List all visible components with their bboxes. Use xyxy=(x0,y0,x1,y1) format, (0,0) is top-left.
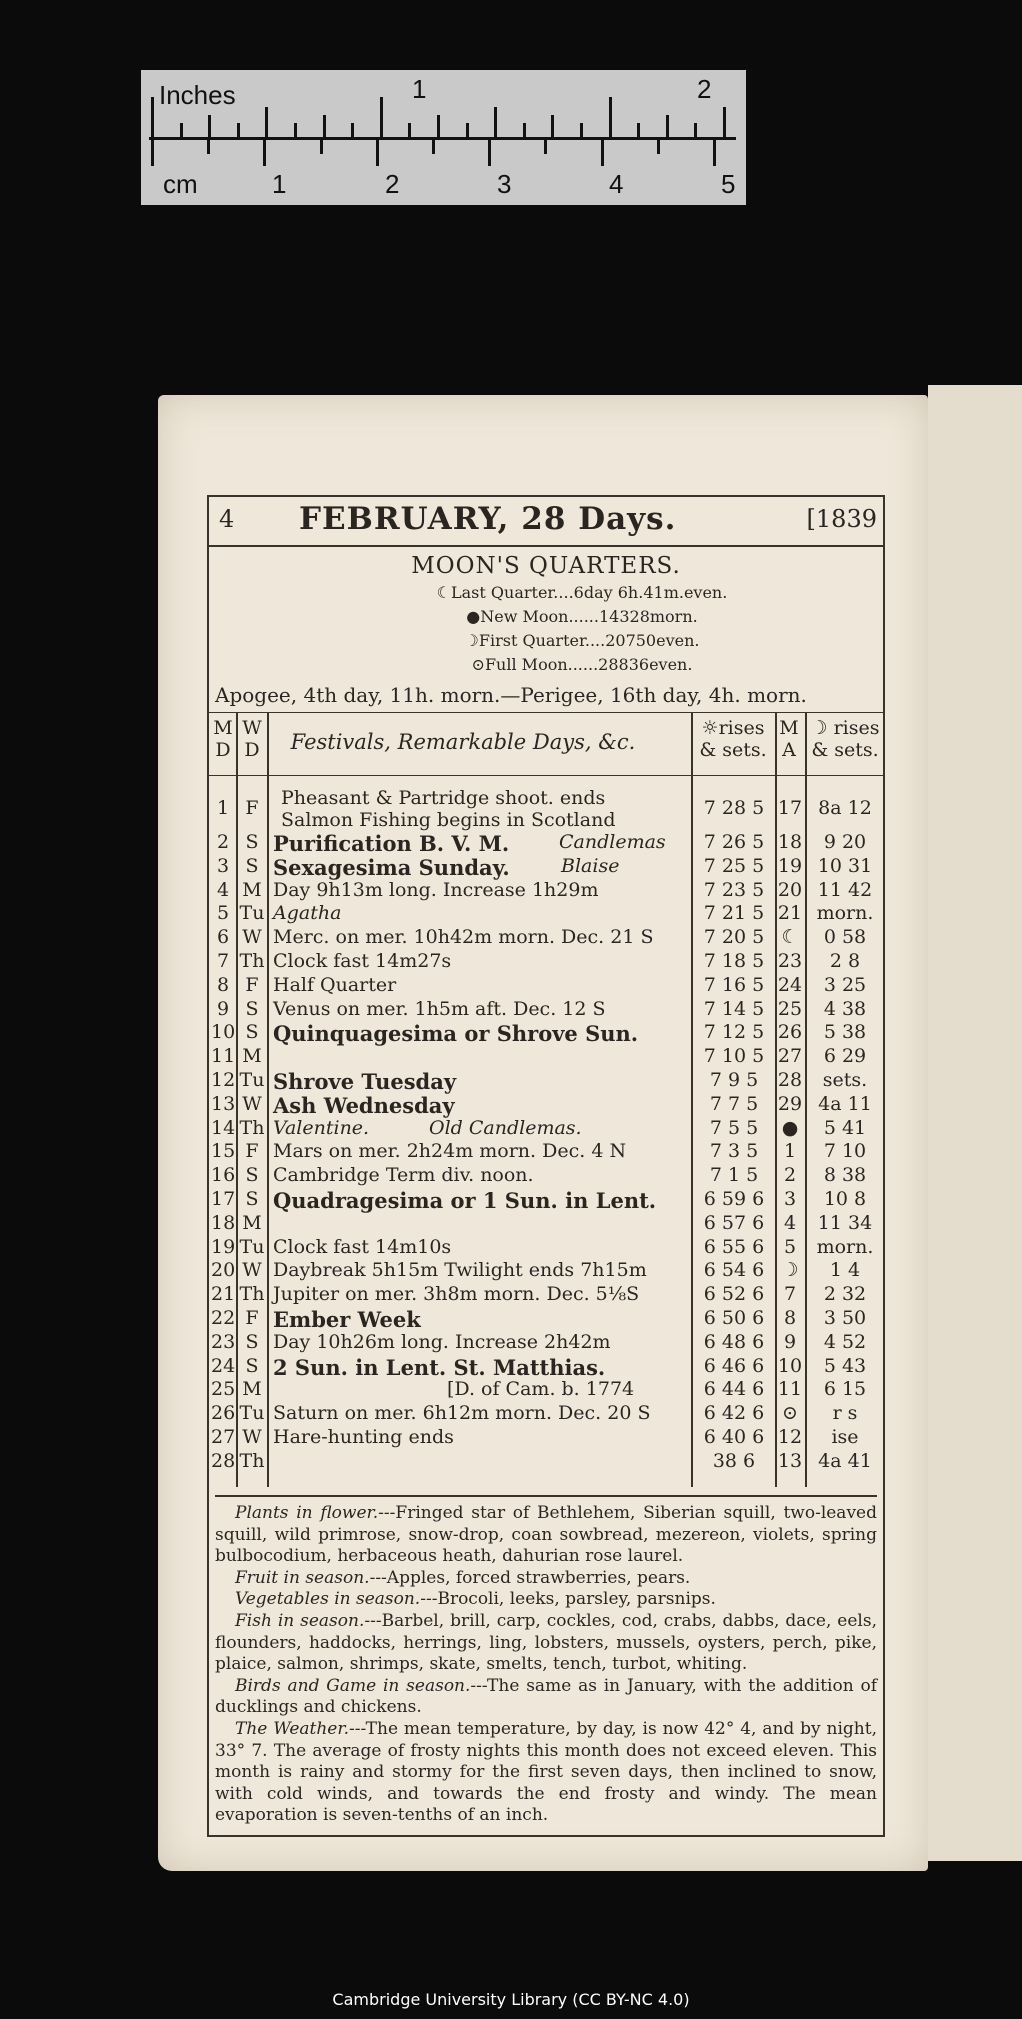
ruler-tick xyxy=(694,123,697,137)
festival-text: Pheasant & Partridge shoot. ends xyxy=(281,787,606,809)
day-number: 16 xyxy=(211,1164,236,1187)
festival-text: Purification B. V. M. xyxy=(273,831,510,856)
sun-rise-set: 7 12 5 xyxy=(703,1021,765,1044)
sun-rise-set: 7 3 5 xyxy=(709,1140,759,1163)
note-text: ---Brocoli, leeks, parsley, parsnips. xyxy=(420,1589,716,1610)
moon-rise-set: 5 41 xyxy=(823,1116,867,1139)
weekday: F xyxy=(245,797,259,819)
note-text: ---Fringed star of Bethlehem, Siberian squill, two-leaved squill, wild primrose, snow-drop, coan sowbread, mezereon, violets, spring bulbocodium, herbaceous heath, dahurian rose laurel. xyxy=(215,1503,877,1567)
sun-header: ☼rises & sets. xyxy=(699,717,767,761)
weekday: S xyxy=(245,1354,259,1377)
festival-text: Cambridge Term div. noon. xyxy=(273,1164,534,1187)
day-number: 11 xyxy=(211,1045,236,1068)
page-header xyxy=(209,497,883,547)
table-header xyxy=(209,712,883,776)
day-number: 24 xyxy=(211,1354,236,1377)
ruler-tick xyxy=(523,123,526,137)
moon-age: 13 xyxy=(777,1449,803,1472)
moon-quarter-name: Last Quarter.... xyxy=(451,583,574,602)
weekday: S xyxy=(245,1021,259,1044)
festival-extra: Old Candlemas. xyxy=(429,1116,582,1139)
moon-quarter-row xyxy=(281,583,883,602)
ruler-tick xyxy=(208,115,211,137)
moon-quarter-row xyxy=(281,655,883,674)
moon-quarter-min: 36 xyxy=(628,655,650,674)
moon-rise-set: sets. xyxy=(822,1069,868,1091)
weekday: S xyxy=(245,997,259,1020)
moon-rise-set: 3 25 xyxy=(823,973,867,996)
day-number: 22 xyxy=(211,1307,236,1329)
sun-rise-set: 6 42 6 xyxy=(703,1402,765,1425)
weekday: M xyxy=(242,1378,262,1401)
moon-age: 1 xyxy=(783,1140,797,1163)
moon-rise-set: 10 31 xyxy=(817,854,873,877)
facing-page-edge xyxy=(928,385,1022,1861)
moon-age: 26 xyxy=(777,1021,803,1044)
sun-rise-set: 7 14 5 xyxy=(703,997,765,1020)
day-number: 26 xyxy=(211,1402,236,1425)
moon-age: 9 xyxy=(783,1330,797,1353)
moon-age: 25 xyxy=(777,997,803,1020)
ruler-tick xyxy=(207,138,210,154)
note-paragraph xyxy=(215,1503,877,1568)
moon-age: ☽ xyxy=(781,1259,799,1282)
ruler-line xyxy=(149,137,736,140)
moon-rise-set: 2 32 xyxy=(823,1283,867,1306)
ruler-tick xyxy=(637,123,640,137)
ruler-inches-label: Inches xyxy=(159,80,236,110)
moon-age: 4 xyxy=(783,1211,797,1234)
ruler-tick xyxy=(551,115,554,137)
moon-age: ● xyxy=(781,1116,799,1139)
ruler-tick xyxy=(180,123,183,137)
day-number: 20 xyxy=(211,1259,236,1282)
ruler-tick xyxy=(294,123,297,137)
moon-quarter-period: even. xyxy=(649,655,693,674)
festival-text: Clock fast 14m10s xyxy=(273,1235,452,1258)
sun-rise-set: 6 59 6 xyxy=(703,1188,765,1210)
moon-age: 3 xyxy=(783,1188,797,1210)
ruler-tick xyxy=(666,115,669,137)
festival-text: [D. of Cam. b. 1774 xyxy=(447,1378,635,1401)
moon-age: 8 xyxy=(783,1307,797,1329)
month-title: FEBRUARY, 28 Days. xyxy=(299,501,677,537)
md-header: M D xyxy=(213,717,233,761)
apogee-perigee: Apogee, 4th day, 11h. morn.—Perigee, 16th day, 4h. morn. xyxy=(215,683,807,707)
moon-age: 28 xyxy=(777,1069,803,1091)
day-number: 5 xyxy=(216,902,230,925)
moon-quarter-min: 50 xyxy=(635,631,657,650)
ruler-tick xyxy=(713,138,716,166)
moon-quarter-symbol: ● xyxy=(466,607,481,626)
moon-quarter-symbol: ☾ xyxy=(436,583,452,602)
weekday: S xyxy=(245,831,259,853)
ruler-tick xyxy=(265,107,268,137)
moon-rise-set: 4a 11 xyxy=(818,1092,872,1115)
moon-age: 12 xyxy=(777,1426,803,1448)
day-number: 12 xyxy=(211,1069,236,1091)
moon-rise-set: 2 8 xyxy=(829,950,861,972)
day-number: 3 xyxy=(216,854,230,877)
moon-rise-set: 4 38 xyxy=(823,997,867,1020)
weekday: W xyxy=(242,1426,262,1448)
moon-age: 29 xyxy=(777,1092,803,1115)
festival-text: Venus on mer. 1h5m aft. Dec. 12 S xyxy=(273,997,606,1020)
note-text: ---The same as in January, with the addition of ducklings and chickens. xyxy=(215,1675,877,1718)
festival-extra: Candlemas xyxy=(559,831,666,853)
almanac-page xyxy=(158,395,928,1871)
ruler-cm-mark: 3 xyxy=(497,169,512,199)
sun-rise-set: 7 1 5 xyxy=(709,1164,759,1187)
ruler-cm-label: cm xyxy=(163,169,198,199)
weekday: M xyxy=(242,1045,262,1068)
ruler-cm-mark: 1 xyxy=(272,169,287,199)
ruler-cm-mark: 2 xyxy=(385,169,400,199)
day-number: 2 xyxy=(216,831,230,853)
note-label: Plants in flower. xyxy=(235,1503,379,1523)
sun-rise-set: 7 18 5 xyxy=(703,950,765,972)
moon-rise-header: ☽ rises & sets. xyxy=(810,717,880,761)
festival-extra: Blaise xyxy=(561,854,620,877)
sun-rise-set: 7 10 5 xyxy=(703,1045,765,1068)
sun-rise-set: 6 55 6 xyxy=(703,1235,765,1258)
day-number: 23 xyxy=(211,1330,236,1353)
weekday: F xyxy=(245,1140,259,1163)
festival-text: Quadragesima or 1 Sun. in Lent. xyxy=(273,1188,657,1213)
day-number: 27 xyxy=(211,1426,236,1448)
moon-quarter-symbol: ☽ xyxy=(464,631,479,650)
moon-quarter-name: First Quarter.... xyxy=(478,631,606,650)
moon-rise-set: 0 58 xyxy=(823,926,867,949)
festival-text: Valentine. xyxy=(273,1116,370,1139)
day-number: 7 xyxy=(216,950,230,972)
ruler-tick xyxy=(544,138,547,154)
weekday: W xyxy=(242,926,262,949)
column-divider xyxy=(267,712,269,1487)
festival-text: Half Quarter xyxy=(273,973,397,996)
sun-rise-set: 7 5 5 xyxy=(709,1116,759,1139)
ruler-tick xyxy=(237,123,240,137)
moon-rise-set: 5 43 xyxy=(823,1354,867,1377)
ruler-inch-mark: 1 xyxy=(412,74,427,104)
moon-rise-set: 4 52 xyxy=(823,1330,867,1353)
moon-age: 27 xyxy=(777,1045,803,1068)
note-text: ---Apples, forced strawberries, pears. xyxy=(369,1567,691,1588)
note-label: Fish in season. xyxy=(235,1610,365,1631)
moon-age: 19 xyxy=(777,854,803,877)
day-number: 25 xyxy=(211,1378,236,1401)
moon-quarter-day: 14 xyxy=(598,607,620,626)
moon-age: 18 xyxy=(777,831,803,853)
day-number: 13 xyxy=(211,1092,236,1115)
moon-age: ☾ xyxy=(781,926,799,949)
festival-text: Merc. on mer. 10h42m morn. Dec. 21 S xyxy=(273,926,654,949)
column-divider xyxy=(236,712,238,1487)
festival-text: Hare-hunting ends xyxy=(273,1426,454,1448)
day-number: 10 xyxy=(211,1021,236,1044)
weekday: W xyxy=(242,1092,262,1115)
ruler-tick xyxy=(263,138,266,166)
moon-age: 21 xyxy=(777,902,803,925)
ruler-tick xyxy=(437,115,440,137)
ruler-tick xyxy=(376,138,379,166)
moon-quarter-hour: 8 xyxy=(618,655,629,674)
weekday: Th xyxy=(239,950,265,972)
weekday: F xyxy=(245,973,259,996)
note-paragraph xyxy=(215,1676,877,1719)
moon-age: 17 xyxy=(777,797,803,819)
note-paragraph xyxy=(215,1589,877,1611)
moon-age: 2 xyxy=(783,1164,797,1187)
moon-rise-set: 10 8 xyxy=(823,1188,867,1210)
festival-text: Day 9h13m long. Increase 1h29m xyxy=(273,878,599,901)
sun-rise-set: 7 7 5 xyxy=(709,1092,759,1115)
day-number: 19 xyxy=(211,1235,236,1258)
ruler-tick xyxy=(151,97,154,137)
festival-text: Salmon Fishing begins in Scotland xyxy=(281,809,616,831)
note-label: The Weather. xyxy=(235,1718,350,1739)
ruler-tick xyxy=(351,123,354,137)
moon-age: 24 xyxy=(777,973,803,996)
sun-rise-set: 38 6 xyxy=(712,1449,756,1472)
festivals-header: Festivals, Remarkable Days, &c. xyxy=(290,730,636,754)
sun-rise-set: 7 20 5 xyxy=(703,926,765,949)
ruler-cm-mark: 5 xyxy=(721,169,736,199)
weekday: M xyxy=(242,878,262,901)
festival-text: Shrove Tuesday xyxy=(273,1069,457,1094)
sun-rise-set: 7 23 5 xyxy=(703,878,765,901)
moon-rise-set: 6 29 xyxy=(823,1045,867,1068)
day-number: 14 xyxy=(211,1116,236,1139)
day-number: 28 xyxy=(211,1449,236,1472)
day-number: 8 xyxy=(216,973,230,996)
moon-quarter-hour: day 6h. xyxy=(583,583,644,602)
moon-age: 23 xyxy=(777,950,803,972)
moon-quarter-hour: 7 xyxy=(625,631,636,650)
moon-quarter-row xyxy=(281,607,883,626)
festival-text: Jupiter on mer. 3h8m morn. Dec. 5⅛S xyxy=(273,1283,640,1306)
ruler-tick xyxy=(580,123,583,137)
measurement-ruler xyxy=(141,70,746,205)
moon-age-header: M A xyxy=(779,717,799,761)
weekday: Th xyxy=(239,1116,265,1139)
moon-rise-set: 8 38 xyxy=(823,1164,867,1187)
note-label: Birds and Game in season. xyxy=(235,1675,471,1696)
sun-rise-set: 7 28 5 xyxy=(703,797,765,819)
moon-rise-set: 6 15 xyxy=(823,1378,867,1401)
weekday: Tu xyxy=(239,1069,265,1091)
festival-text: Day 10h26m long. Increase 2h42m xyxy=(273,1330,611,1353)
moon-rise-set: ise xyxy=(831,1426,859,1448)
weekday: Th xyxy=(239,1283,265,1306)
moon-quarter-day: 20 xyxy=(605,631,626,650)
ruler-tick xyxy=(432,138,435,154)
moon-age: 7 xyxy=(783,1283,797,1306)
note-label: Vegetables in season. xyxy=(235,1589,421,1610)
sun-rise-set: 6 46 6 xyxy=(703,1354,765,1377)
festival-text: Sexagesima Sunday. xyxy=(273,854,510,880)
day-number: 17 xyxy=(211,1188,236,1210)
festival-text: Saturn on mer. 6h12m morn. Dec. 20 S xyxy=(273,1402,651,1425)
weekday: Tu xyxy=(239,1402,265,1425)
festival-text: Clock fast 14m27s xyxy=(273,950,452,972)
day-number: 1 xyxy=(216,797,230,819)
ruler-tick xyxy=(609,97,612,137)
day-number: 21 xyxy=(211,1283,236,1306)
year-label: [1839 xyxy=(806,505,877,533)
ruler-cm-mark: 4 xyxy=(609,169,624,199)
ruler-tick xyxy=(380,97,383,137)
ruler-tick xyxy=(466,123,469,137)
moon-quarter-min: 41m. xyxy=(643,583,684,602)
moon-rise-set: morn. xyxy=(816,1235,874,1258)
moon-rise-set: morn. xyxy=(816,902,874,925)
sun-rise-set: 6 52 6 xyxy=(703,1283,765,1306)
page-frame xyxy=(207,495,885,1837)
moon-age: 20 xyxy=(777,878,803,901)
moon-quarter-name: Full Moon...... xyxy=(484,655,599,674)
note-label: Fruit in season. xyxy=(235,1567,370,1588)
weekday: F xyxy=(245,1307,259,1329)
ruler-tick xyxy=(723,107,726,137)
moon-quarter-period: even. xyxy=(683,583,728,602)
ruler-tick xyxy=(320,138,323,154)
weekday: Tu xyxy=(239,1235,265,1258)
festival-text: Ash Wednesday xyxy=(273,1092,455,1118)
moon-rise-set: 11 42 xyxy=(817,878,873,901)
sun-rise-set: 6 40 6 xyxy=(703,1426,765,1448)
sun-rise-set: 6 57 6 xyxy=(703,1211,765,1234)
moon-age: 10 xyxy=(777,1354,803,1377)
moon-quarter-period: morn. xyxy=(649,607,698,626)
moon-quarter-symbol: ⊙ xyxy=(471,655,485,674)
moon-quarters xyxy=(209,553,883,579)
moon-rise-set: 1 4 xyxy=(829,1259,861,1282)
festival-text: Mars on mer. 2h24m morn. Dec. 4 N xyxy=(273,1140,627,1163)
moon-quarter-min: 28 xyxy=(629,607,650,626)
ruler-tick xyxy=(494,107,497,137)
moon-rise-set: r s xyxy=(832,1402,858,1425)
moon-rise-set: 9 20 xyxy=(823,831,867,853)
weekday: S xyxy=(245,1330,259,1353)
moon-quarter-day: 28 xyxy=(598,655,619,674)
festival-text: Agatha xyxy=(273,902,342,925)
weekday: Th xyxy=(239,1449,265,1472)
moon-quarter-hour: 3 xyxy=(619,607,630,626)
moon-quarter-row xyxy=(281,631,883,650)
sun-rise-set: 6 48 6 xyxy=(703,1330,765,1353)
moon-rise-set: 7 10 xyxy=(823,1140,867,1163)
seasonal-notes xyxy=(215,1495,877,1827)
ruler-inch-mark: 2 xyxy=(697,74,712,104)
festival-text: 2 Sun. in Lent. St. Matthias. xyxy=(273,1354,606,1380)
weekday: M xyxy=(242,1211,262,1234)
moon-age: ⊙ xyxy=(782,1402,798,1425)
wd-header: W D xyxy=(242,717,262,761)
sun-rise-set: 7 26 5 xyxy=(703,831,765,853)
sun-rise-set: 7 9 5 xyxy=(709,1069,759,1091)
ruler-tick xyxy=(601,138,604,166)
ruler-tick xyxy=(408,123,411,137)
moon-rise-set: 4a 41 xyxy=(818,1449,872,1472)
moon-quarter-day: 6 xyxy=(573,583,584,602)
sun-rise-set: 7 16 5 xyxy=(703,973,765,996)
moon-quarters-title: MOON'S QUARTERS. xyxy=(411,553,681,579)
weekday: W xyxy=(242,1259,262,1282)
festival-text: Ember Week xyxy=(273,1307,421,1332)
note-paragraph xyxy=(215,1611,877,1676)
sun-rise-set: 7 21 5 xyxy=(703,902,765,925)
moon-quarter-period: even. xyxy=(656,631,700,650)
moon-rise-set: 3 50 xyxy=(823,1307,867,1329)
weekday: S xyxy=(245,1164,259,1187)
moon-rise-set: 11 34 xyxy=(817,1211,873,1234)
day-number: 18 xyxy=(211,1211,236,1234)
ruler-tick xyxy=(657,138,660,154)
ruler-tick xyxy=(323,115,326,137)
moon-age: 11 xyxy=(777,1378,803,1401)
festival-text: Daybreak 5h15m Twilight ends 7h15m xyxy=(273,1259,647,1282)
day-number: 15 xyxy=(211,1140,236,1163)
image-credit: Cambridge University Library (CC BY-NC 4.0) xyxy=(332,1990,690,2009)
moon-quarter-name: New Moon...... xyxy=(480,607,599,626)
weekday: S xyxy=(245,1188,259,1210)
sun-rise-set: 6 50 6 xyxy=(703,1307,765,1329)
page-number: 4 xyxy=(219,505,235,533)
note-paragraph xyxy=(215,1719,877,1827)
ruler-tick xyxy=(151,138,154,166)
moon-rise-set: 5 38 xyxy=(823,1021,867,1044)
moon-rise-set: 8a 12 xyxy=(818,797,872,819)
weekday: Tu xyxy=(239,902,265,925)
day-number: 6 xyxy=(216,926,230,949)
note-paragraph xyxy=(215,1568,877,1590)
note-text: ---Barbel, brill, carp, cockles, cod, crabs, dabbs, dace, eels, flounders, haddocks, herrings, ling, lobsters, mussels, oysters, perch, pike, plaice, salmon, shrimps, skate, smelts, tench, turbot, whiting. xyxy=(215,1610,877,1675)
sun-rise-set: 6 44 6 xyxy=(703,1378,765,1401)
weekday: S xyxy=(245,854,259,877)
festival-text: Quinquagesima or Shrove Sun. xyxy=(273,1021,639,1047)
day-number: 4 xyxy=(216,878,230,901)
sun-rise-set: 7 25 5 xyxy=(703,854,765,877)
sun-rise-set: 6 54 6 xyxy=(703,1259,765,1282)
moon-age: 5 xyxy=(783,1235,797,1258)
note-text: ---The mean temperature, by day, is now 42° 4, and by night, 33° 7. The average of frosty nights this month does not exceed eleven. This month is rainy and stormy for the first seven days, then inclined to snow, with cold winds, and towards the end frosty and windy. The mean evaporation is seven-tenths of an inch. xyxy=(215,1718,877,1826)
ruler-tick xyxy=(488,138,491,166)
day-number: 9 xyxy=(216,997,230,1020)
